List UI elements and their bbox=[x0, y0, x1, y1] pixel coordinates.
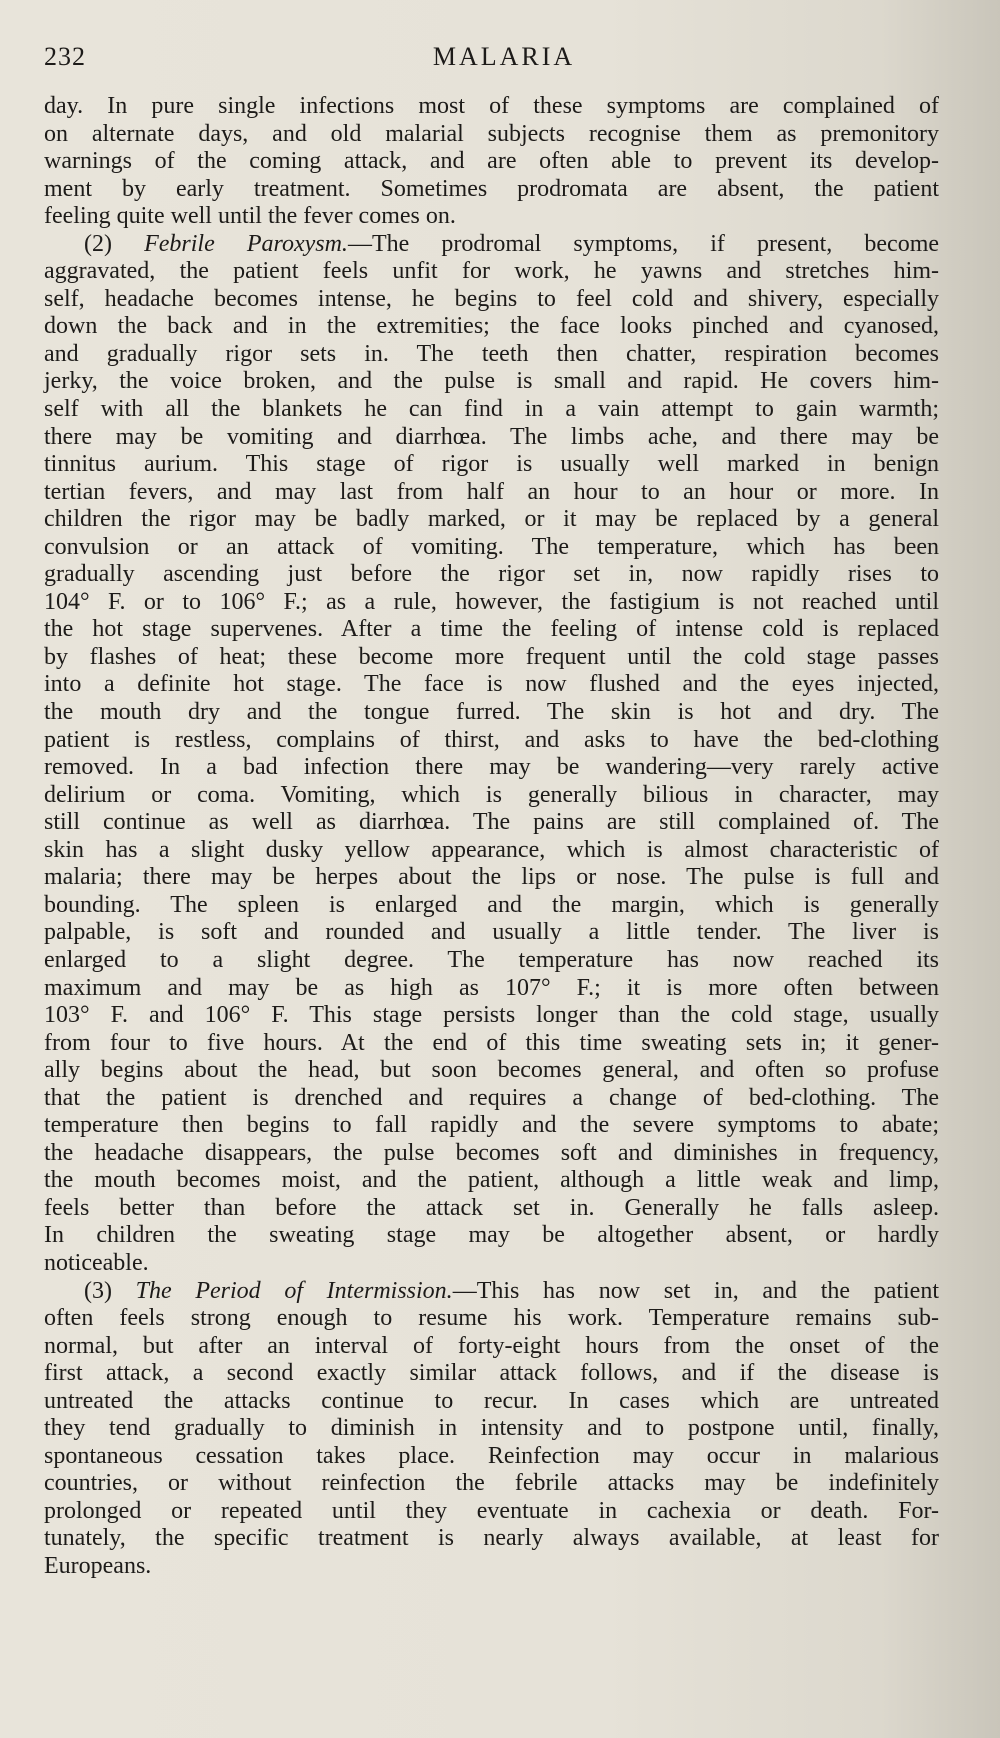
text-line: tertian fevers, and may last from half an hour to an hour or more. In bbox=[44, 478, 939, 505]
text-line: noticeable. bbox=[44, 1249, 149, 1276]
text-line: 103° F. and 106° F. This stage persists longer than the cold stage, usually bbox=[44, 1002, 939, 1029]
page-header bbox=[44, 34, 964, 74]
section-first-line: —The prodromal symptoms, if present, become bbox=[347, 230, 940, 257]
section-number: (2) bbox=[84, 230, 145, 257]
text-line bbox=[44, 1278, 939, 1306]
text-line: In children the sweating stage may be altogether absent, or hardly bbox=[44, 1222, 939, 1249]
text-line: down the back and in the extremities; the face looks pinched and cyanosed, bbox=[44, 313, 939, 340]
text-line: that the patient is drenched and requires a change of bed-clothing. The bbox=[44, 1084, 939, 1111]
text-line: self, headache becomes intense, he begins to feel cold and shivery, especially bbox=[44, 285, 939, 312]
text-line: 104° F. or to 106° F.; as a rule, however, the fastigium is not reached until bbox=[44, 588, 939, 615]
text-line: warnings of the coming attack, and are often able to prevent its develop- bbox=[44, 148, 939, 175]
text-line: the headache disappears, the pulse becomes soft and diminishes in frequency, bbox=[44, 1139, 939, 1166]
text-line: removed. In a bad infection there may be wandering—very rarely active bbox=[44, 754, 939, 781]
section-number: (3) bbox=[84, 1277, 136, 1304]
text-line: prolonged or repeated until they eventuate in cachexia or death. For- bbox=[44, 1497, 939, 1524]
text-line: ment by early treatment. Sometimes prodromata are absent, the patient bbox=[44, 175, 939, 202]
text-line: convulsion or an attack of vomiting. The temperature, which has been bbox=[44, 533, 939, 560]
section-first-line: —This has now set in, and the patient bbox=[452, 1277, 940, 1304]
text-line: still continue as well as diarrhœa. The pains are still complained of. The bbox=[44, 809, 939, 836]
text-line: and gradually rigor sets in. The teeth then chatter, respiration becomes bbox=[44, 340, 939, 367]
text-line: from four to five hours. At the end of this time sweating sets in; it gener- bbox=[44, 1029, 939, 1056]
running-head: MALARIA bbox=[432, 42, 576, 71]
text-line: skin has a slight dusky yellow appearance, which is almost characteristic of bbox=[44, 836, 939, 863]
text-line: temperature then begins to fall rapidly and the severe symptoms to abate; bbox=[44, 1112, 939, 1139]
text-line: into a definite hot stage. The face is now flushed and the eyes injected, bbox=[44, 671, 939, 698]
text-line: the mouth dry and the tongue furred. The skin is hot and dry. The bbox=[44, 699, 939, 726]
text-line: palpable, is soft and rounded and usually a little tender. The liver is bbox=[44, 919, 939, 946]
text-line: delirium or coma. Vomiting, which is generally bilious in character, may bbox=[44, 781, 939, 808]
text-line: they tend gradually to diminish in intensity and to postpone until, finally, bbox=[44, 1415, 939, 1442]
text-line: by flashes of heat; these become more frequent until the cold stage passes bbox=[44, 643, 939, 670]
text-line: aggravated, the patient feels unfit for work, he yawns and stretches him- bbox=[44, 258, 939, 285]
page-number: 232 bbox=[44, 42, 86, 71]
text-line: countries, or without reinfection the febrile attacks may be indefinitely bbox=[44, 1470, 939, 1497]
text-line: often feels strong enough to resume his work. Temperature remains sub- bbox=[44, 1305, 939, 1332]
text-line: on alternate days, and old malarial subjects recognise them as premonitory bbox=[44, 120, 939, 147]
text-line: gradually ascending just before the rigor set in, now rapidly rises to bbox=[44, 561, 939, 588]
text-line: Europeans. bbox=[44, 1552, 152, 1579]
paragraph bbox=[44, 231, 939, 1278]
text-line: spontaneous cessation takes place. Reinfection may occur in malarious bbox=[44, 1442, 939, 1469]
text-line: malaria; there may be herpes about the lips or nose. The pulse is full and bbox=[44, 864, 939, 891]
paragraph bbox=[44, 93, 939, 231]
text-line: day. In pure single infections most of these symptoms are complained of bbox=[44, 93, 939, 119]
text-line: normal, but after an interval of forty-eight hours from the onset of the bbox=[44, 1332, 939, 1359]
text-line: tunately, the specific treatment is nearly always available, at least for bbox=[44, 1525, 939, 1552]
text-line: feeling quite well until the fever comes on. bbox=[44, 203, 456, 230]
text-line: enlarged to a slight degree. The temperature has now reached its bbox=[44, 946, 939, 973]
section-heading: Febrile Paroxysm. bbox=[144, 230, 348, 257]
paragraph bbox=[44, 1278, 939, 1581]
text-line: self with all the blankets he can find in a vain attempt to gain warmth; bbox=[44, 396, 939, 423]
text-line: there may be vomiting and diarrhœa. The limbs ache, and there may be bbox=[44, 423, 939, 450]
section-heading: The Period of Intermission. bbox=[135, 1277, 453, 1304]
body-text bbox=[44, 93, 939, 1581]
text-line: first attack, a second exactly similar attack follows, and if the disease is bbox=[44, 1360, 939, 1387]
text-line: bounding. The spleen is enlarged and the margin, which is generally bbox=[44, 891, 939, 918]
text-line: the hot stage supervenes. After a time the feeling of intense cold is replaced bbox=[44, 616, 939, 643]
text-line: patient is restless, complains of thirst, and asks to have the bed-clothing bbox=[44, 726, 939, 753]
text-line: children the rigor may be badly marked, or it may be replaced by a general bbox=[44, 506, 939, 533]
text-line: tinnitus aurium. This stage of rigor is usually well marked in benign bbox=[44, 451, 939, 478]
text-line: the mouth becomes moist, and the patient, although a little weak and limp, bbox=[44, 1167, 939, 1194]
text-line bbox=[44, 231, 939, 259]
text-line: jerky, the voice broken, and the pulse is small and rapid. He covers him- bbox=[44, 368, 939, 395]
text-line: untreated the attacks continue to recur. In cases which are untreated bbox=[44, 1387, 939, 1414]
text-line: maximum and may be as high as 107° F.; it is more often between bbox=[44, 974, 939, 1001]
text-line: ally begins about the head, but soon becomes general, and often so profuse bbox=[44, 1057, 939, 1084]
text-line: feels better than before the attack set in. Generally he falls asleep. bbox=[44, 1194, 939, 1221]
